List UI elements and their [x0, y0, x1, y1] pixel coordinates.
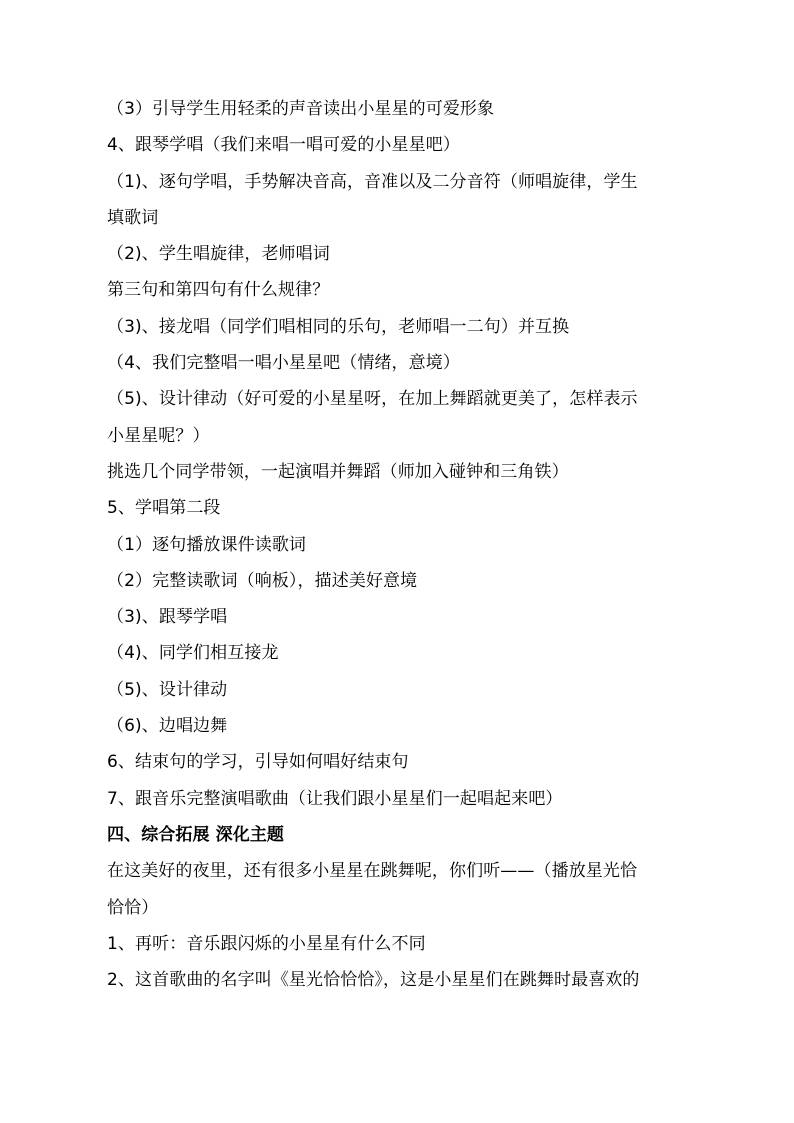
- paragraph-line: （1)、逐句学唱，手势解决音高，音准以及二分音符（师唱旋律，学生: [107, 171, 638, 192]
- paragraph-line: 2、这首歌曲的名字叫《星光恰恰恰》，这是小星星们在跳舞时最喜欢的: [107, 970, 640, 991]
- paragraph-line: （1）逐句播放课件读歌词: [107, 534, 307, 555]
- paragraph-line: （5)、设计律动: [107, 679, 228, 700]
- paragraph-line: （6)、边唱边舞: [107, 716, 228, 737]
- paragraph-line: 在这美好的夜里，还有很多小星星在跳舞呢，你们听——（播放星光恰: [107, 861, 638, 882]
- paragraph-line: 1、再听：音乐跟闪烁的小星星有什么不同: [107, 933, 426, 954]
- paragraph-line: （3)、接龙唱（同学们唱相同的乐句，老师唱一二句）并互换: [107, 316, 570, 337]
- paragraph-line: （3)、跟琴学唱: [107, 607, 228, 628]
- paragraph-line: （4)、同学们相互接龙: [107, 643, 279, 664]
- paragraph-line: 5、学唱第二段: [107, 498, 221, 519]
- paragraph-line: 挑选几个同学带领，一起演唱并舞蹈（师加入碰钟和三角铁）: [107, 461, 569, 482]
- paragraph-line: （3）引导学生用轻柔的声音读出小星星的可爱形象: [107, 99, 495, 119]
- paragraph-line: （2）完整读歌词（响板），描述美好意境: [107, 570, 418, 591]
- paragraph-line: 第三句和第四句有什么规律？: [107, 280, 330, 301]
- paragraph-line: （5)、设计律动（好可爱的小星星呀，在加上舞蹈就更美了，怎样表示: [107, 389, 638, 410]
- section-heading: 四、综合拓展 深化主题: [107, 824, 285, 845]
- paragraph-line: 恰恰）: [107, 897, 159, 918]
- paragraph-line: 7、跟音乐完整演唱歌曲（让我们跟小星星们一起唱起来吧）: [107, 788, 563, 809]
- paragraph-line: （4、我们完整唱一唱小星星吧（情绪，意境）: [107, 353, 460, 374]
- paragraph-line: （2)、学生唱旋律，老师唱词: [107, 244, 330, 265]
- paragraph-line: 6、结束句的学习，引导如何唱好结束句: [107, 752, 409, 773]
- document-body: [107, 91, 689, 998]
- paragraph-line: 4、跟琴学唱（我们来唱一唱可爱的小星星吧）: [107, 135, 460, 156]
- paragraph-line: 填歌词: [107, 207, 159, 228]
- paragraph-line: 小星星呢？）: [107, 425, 210, 446]
